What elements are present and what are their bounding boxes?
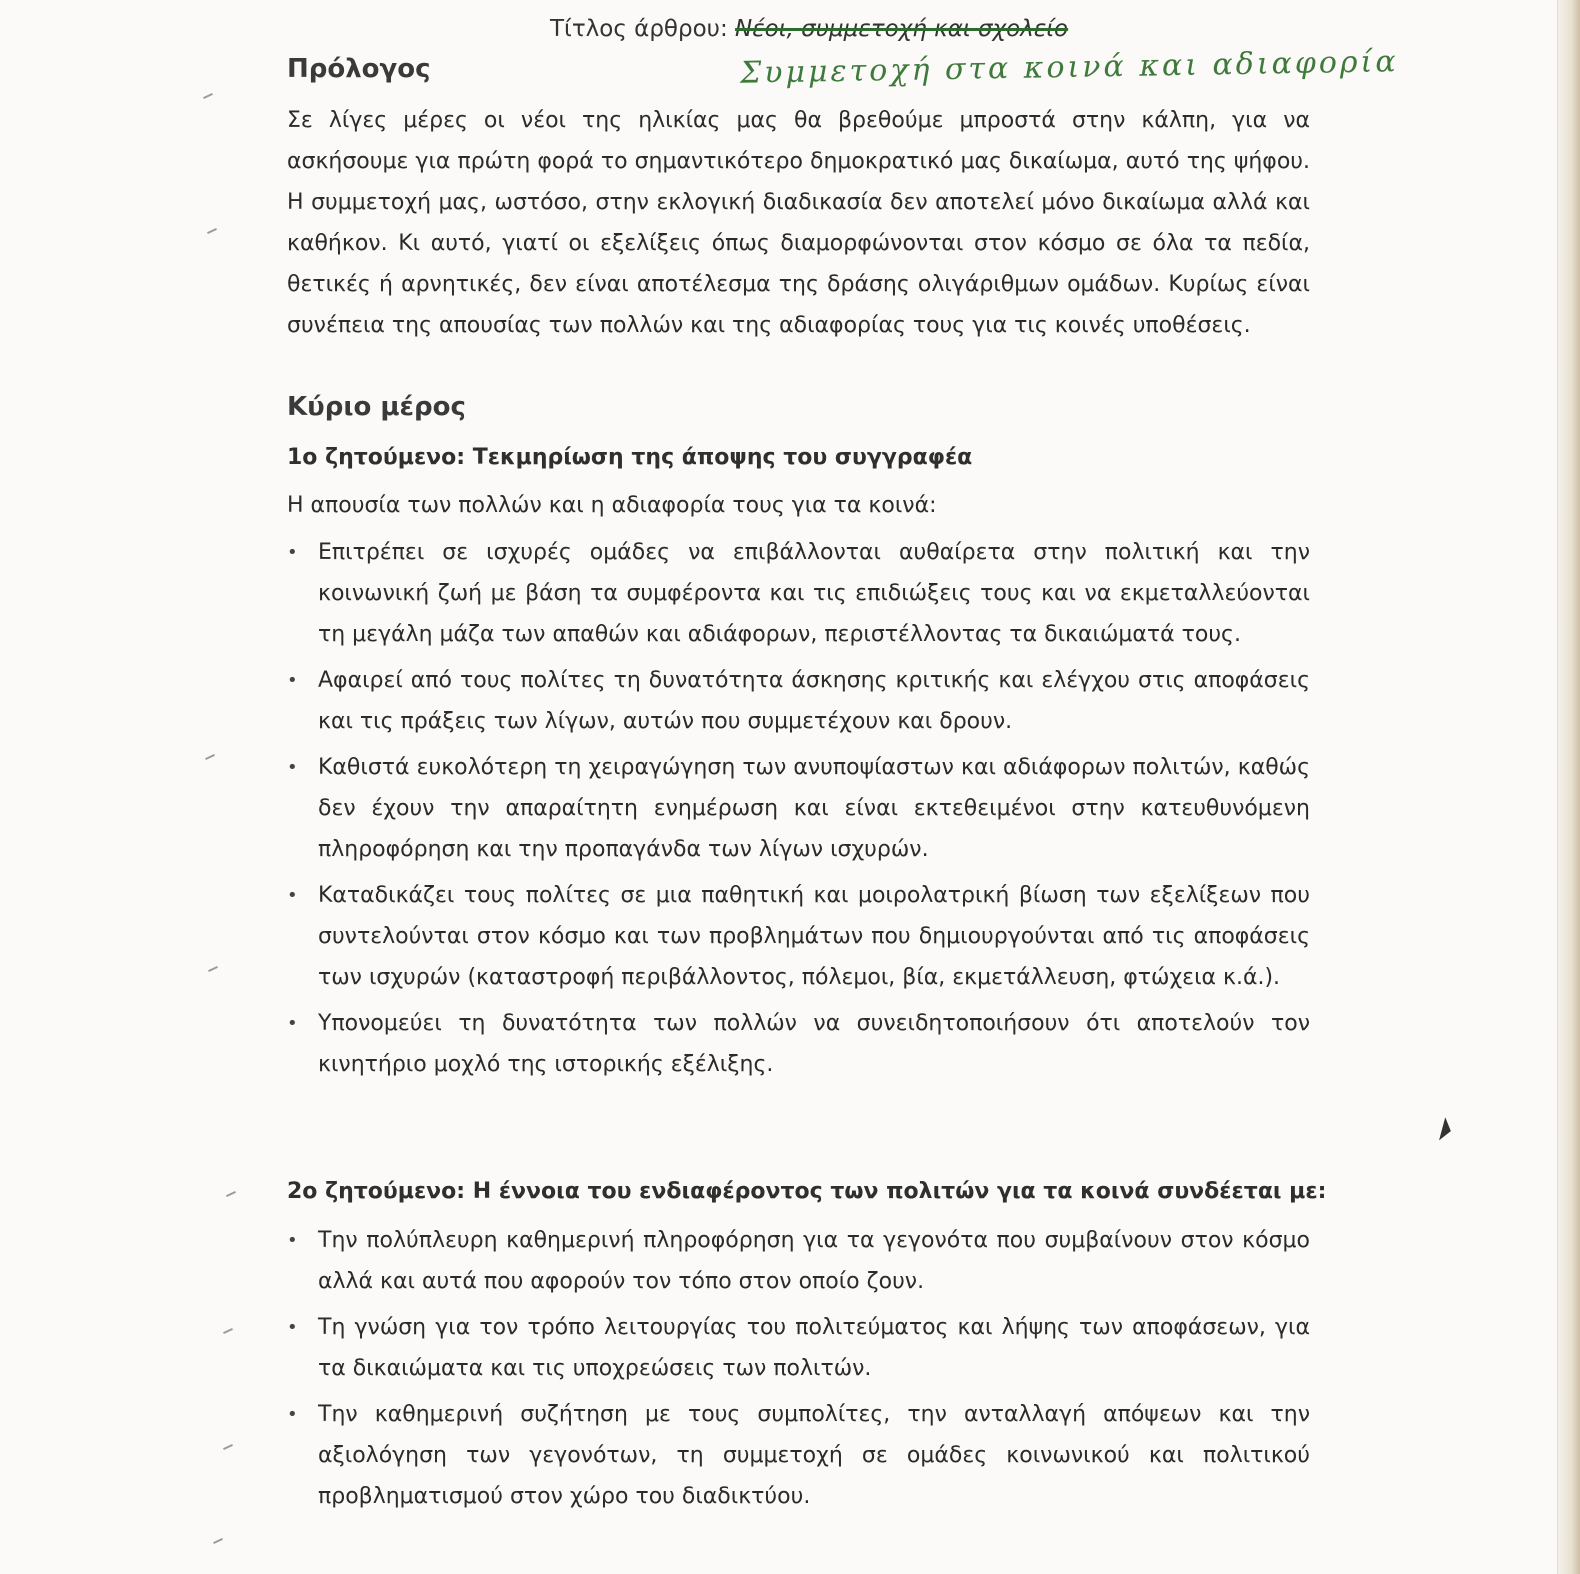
prologue-paragraph: Σε λίγες μέρες οι νέοι της ηλικίας μας θα βρεθούμε μπροστά στην κάλπη, για να ασκήσουμε για πρώτη φορά το σημαντικότερο δημοκρατικό μας δικαίωμα, αυτό της ψήφου. Η συμμετοχή μας, ωστόσο, στην εκλογική διαδικασία δεν αποτελεί μόνο δικαίωμα αλλά και καθήκον. Κι αυτό, γιατί οι εξελίξεις όπως διαμορφώνονται στον κόσμο σε όλα τα πεδία, θετικές ή αρνητικές, δεν είναι αποτέλεσμα της δράσης ολιγάριθμων ομάδων. Κυρίως είναι συνέπεια της απουσίας των πολλών και της αδιαφορίας τους για τις κοινές υποθέσεις. [287, 108, 1310, 338]
scan-mark [207, 228, 217, 234]
scan-mark [208, 966, 218, 972]
list-item: • Την πολύπλευρη καθημερινή πληροφόρηση για τα γεγονότα που συμβαίνουν στον κόσμο αλλά και αυτά που αφορούν τον τόπο στον οποίο ζουν. [287, 1220, 1310, 1302]
struck-original-title: Νέοι, συμμετοχή και σχολείο [735, 16, 1069, 42]
scan-mark [203, 93, 213, 99]
cursor-arrow-icon [1439, 1117, 1454, 1143]
scan-mark [226, 1191, 236, 1197]
article-title-label: Τίτλος άρθρου: [550, 16, 728, 42]
scan-mark [223, 1444, 233, 1450]
list-item: • Επιτρέπει σε ισχυρές ομάδες να επιβάλλονται αυθαίρετα στην πολιτική και την κοινωνική ζωή με βάση τα συμφέροντα και τις επιδιώξεις τους και να εκμεταλλεύονται τη μεγάλη μάζα των απαθών και αδιάφορων, περιστέλλοντας τα δικαιώματά τους. [287, 532, 1310, 655]
list-item: • Καθιστά ευκολότερη τη χειραγώγηση των ανυποψίαστων και αδιάφορων πολιτών, καθώς δεν έχουν την απαραίτητη ενημέρωση και είναι εκτεθειμένοι στην κατευθυνόμενη πληροφόρηση και την προπαγάνδα των λίγων ισχυρών. [287, 747, 1310, 870]
main-heading: Κύριο μέρος [287, 392, 466, 422]
question-1-lead: Η απουσία των πολλών και η αδιαφορία τους για τα κοινά: [287, 493, 937, 518]
list-item: • Τη γνώση για τον τρόπο λειτουργίας του πολιτεύματος και λήψης των αποφάσεων, για τα δικαιώματα και τις υποχρεώσεις των πολιτών. [287, 1307, 1310, 1389]
prologue-heading: Πρόλογος [287, 54, 431, 84]
question-2-list [287, 1220, 1310, 1522]
list-item: • Καταδικάζει τους πολίτες σε μια παθητική και μοιρολατρική βίωση των εξελίξεων που συντελούνται στον κόσμο και των προβλημάτων που δημιουργούνται από τις αποφάσεις των ισχυρών (καταστροφή περιβάλλοντος, πόλεμοι, βία, εκμετάλλευση, φτώχεια κ.ά.). [287, 875, 1310, 998]
list-item: • Αφαιρεί από τους πολίτες τη δυνατότητα άσκησης κριτικής και ελέγχου στις αποφάσεις και τις πράξεις των λίγων, αυτών που συμμετέχουν και δρουν. [287, 660, 1310, 742]
question-2-heading: 2ο ζητούμενο: Η έννοια του ενδιαφέροντος των πολιτών για τα κοινά συνδέεται με: [287, 1179, 1327, 1204]
scan-mark [213, 1538, 223, 1544]
question-1-heading: 1ο ζητούμενο: Τεκμηρίωση της άποψης του συγγραφέα [287, 445, 973, 470]
scan-mark [223, 1328, 233, 1334]
scan-mark [205, 754, 215, 760]
article-title-line [550, 16, 1068, 42]
list-item: • Υπονομεύει τη δυνατότητα των πολλών να συνειδητοποιήσουν ότι αποτελούν τον κινητήριο μοχλό της ιστορικής εξέλιξης. [287, 1003, 1310, 1085]
prologue-body [287, 100, 1310, 346]
list-item: • Την καθημερινή συζήτηση με τους συμπολίτες, την ανταλλαγή απόψεων και την αξιολόγηση των γεγονότων, τη συμμετοχή σε ομάδες κοινωνικού και πολιτικού προβληματισμού στον χώρο του διαδικτύου. [287, 1394, 1310, 1517]
question-1-list [287, 532, 1310, 1090]
handwritten-new-title: Συμμετοχή στα κοινά και αδιαφορία [739, 44, 1399, 91]
page-edge-shadow [1558, 0, 1580, 1574]
